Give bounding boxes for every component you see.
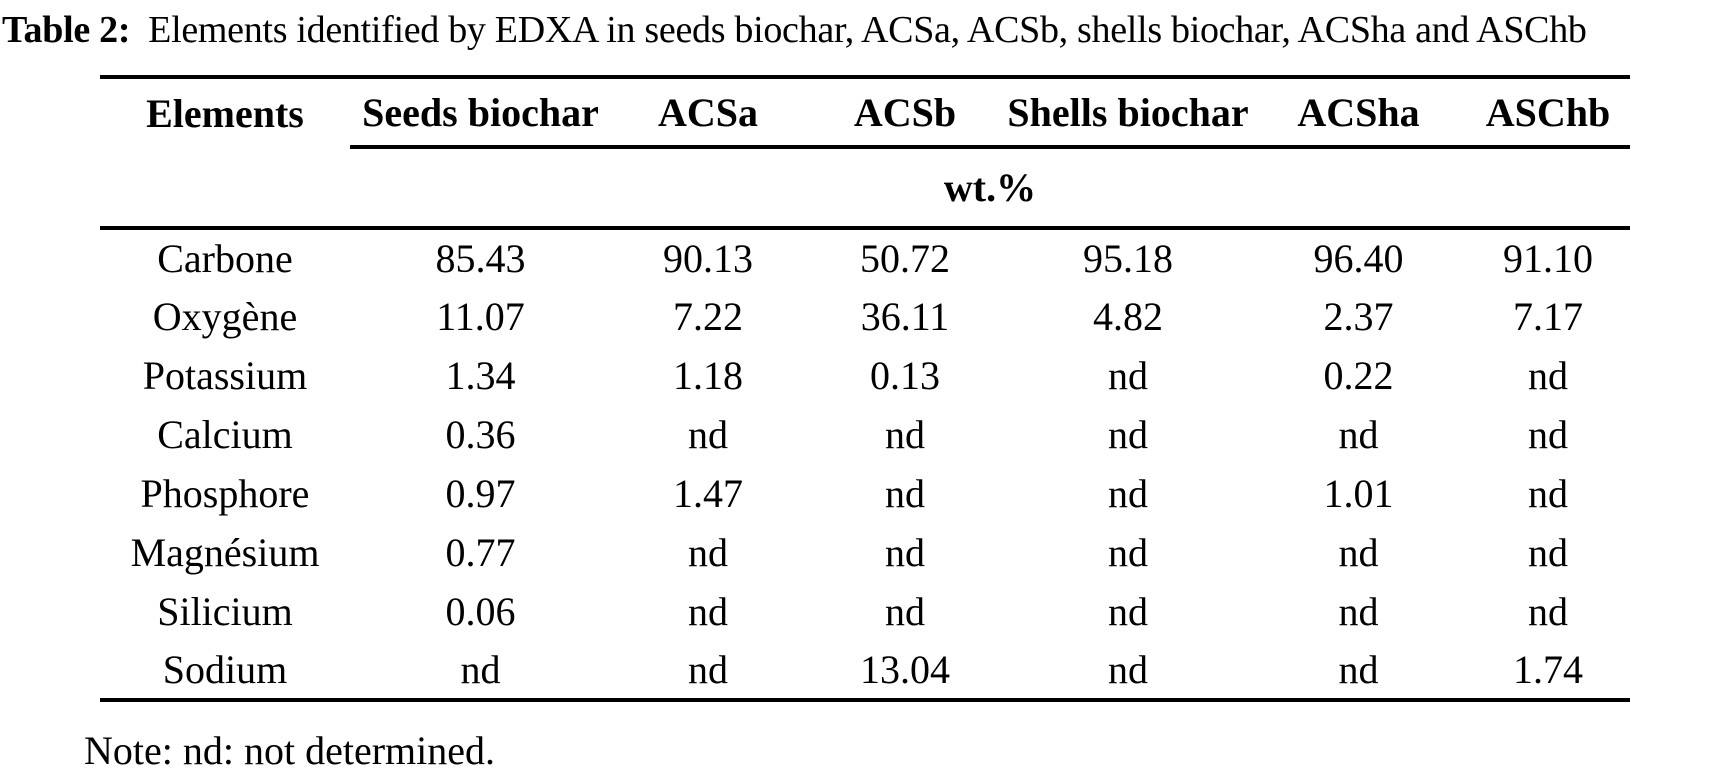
element-name-cell: Potassium bbox=[142, 353, 308, 398]
value-cell: 91.10 bbox=[1503, 236, 1593, 281]
value-cell: 85.43 bbox=[435, 236, 526, 281]
value-cell: nd bbox=[1528, 589, 1568, 634]
element-name-cell: Silicium bbox=[157, 589, 293, 634]
table-row bbox=[100, 523, 1630, 582]
table-row bbox=[100, 582, 1630, 641]
value-cell: 7.17 bbox=[1513, 294, 1583, 339]
value-cell: 2.37 bbox=[1323, 294, 1394, 339]
table-caption bbox=[2, 6, 1724, 54]
table-row bbox=[100, 464, 1630, 523]
value-cell: 96.40 bbox=[1313, 236, 1404, 281]
value-cell: 7.22 bbox=[673, 294, 743, 339]
paper-table-figure bbox=[0, 6, 1724, 774]
value-cell: nd bbox=[885, 471, 925, 516]
value-cell: 50.72 bbox=[860, 236, 950, 281]
value-cell: nd bbox=[1338, 530, 1379, 575]
unit-row-spacer bbox=[100, 147, 350, 228]
value-cell: nd bbox=[1005, 641, 1251, 700]
value-cell: nd bbox=[1528, 530, 1568, 575]
table-row bbox=[100, 641, 1630, 700]
column-header-shells-biochar: Shells biochar bbox=[1005, 77, 1251, 147]
value-cell: 11.07 bbox=[436, 294, 525, 339]
value-cell: 1.34 bbox=[445, 353, 516, 398]
table-caption-text: Elements identified by EDXA in seeds biochar, ACSa, ACSb, shells biochar, ACSha and ASChb bbox=[148, 9, 1587, 51]
value-cell: 95.18 bbox=[1083, 236, 1173, 281]
value-cell: 4.82 bbox=[1093, 294, 1163, 339]
element-name-cell: Magnésium bbox=[130, 530, 320, 575]
element-name-cell: Phosphore bbox=[140, 471, 310, 516]
value-cell: 0.36 bbox=[445, 412, 516, 457]
value-cell: nd bbox=[1528, 471, 1568, 516]
value-cell: nd bbox=[1108, 589, 1148, 634]
table-header-row bbox=[100, 77, 1630, 147]
value-cell: nd bbox=[1528, 353, 1568, 398]
value-cell: 1.47 bbox=[673, 471, 743, 516]
value-cell: 0.13 bbox=[870, 353, 940, 398]
value-cell: 1.01 bbox=[1323, 471, 1394, 516]
column-header-acsa: ACSa bbox=[611, 77, 805, 147]
value-cell: nd bbox=[885, 530, 925, 575]
value-cell: nd bbox=[688, 530, 728, 575]
value-cell: 1.74 bbox=[1466, 641, 1630, 700]
column-header-acsb: ACSb bbox=[805, 77, 1005, 147]
table-caption-label: Table 2: bbox=[2, 9, 131, 51]
column-header-acsha: ACSha bbox=[1251, 77, 1466, 147]
value-cell: nd bbox=[885, 412, 925, 457]
column-header-elements: Elements bbox=[100, 77, 350, 147]
value-cell: nd bbox=[1108, 530, 1148, 575]
value-cell: nd bbox=[1108, 471, 1148, 516]
value-cell: nd bbox=[1251, 641, 1466, 700]
value-cell: nd bbox=[688, 589, 728, 634]
table-row bbox=[100, 287, 1630, 346]
table-row bbox=[100, 228, 1630, 287]
element-name-cell: Sodium bbox=[100, 641, 350, 700]
element-name-cell: Calcium bbox=[157, 412, 293, 457]
value-cell: 36.11 bbox=[860, 294, 950, 339]
table-row bbox=[100, 346, 1630, 405]
value-cell: nd bbox=[885, 589, 925, 634]
value-cell: 0.22 bbox=[1323, 353, 1394, 398]
value-cell: nd bbox=[611, 641, 805, 700]
unit-row bbox=[100, 147, 1630, 228]
value-cell: nd bbox=[1108, 412, 1148, 457]
value-cell: 90.13 bbox=[663, 236, 753, 281]
table-row bbox=[100, 405, 1630, 464]
value-cell: 13.04 bbox=[805, 641, 1005, 700]
table-note: Note: nd: not determined. bbox=[84, 728, 496, 773]
element-name-cell: Oxygène bbox=[152, 294, 298, 339]
value-cell: nd bbox=[1338, 412, 1379, 457]
value-cell: nd bbox=[688, 412, 728, 457]
value-cell: 0.97 bbox=[445, 471, 516, 516]
value-cell: 0.06 bbox=[445, 589, 516, 634]
element-name-cell: Carbone bbox=[157, 236, 293, 281]
column-header-seeds-biochar: Seeds biochar bbox=[350, 77, 611, 147]
column-header-aschb: ASChb bbox=[1466, 77, 1630, 147]
unit-header: wt.% bbox=[350, 147, 1630, 228]
value-cell: 0.77 bbox=[445, 530, 516, 575]
value-cell: nd bbox=[1528, 412, 1568, 457]
value-cell: nd bbox=[350, 641, 611, 700]
value-cell: nd bbox=[1338, 589, 1379, 634]
edxa-elements-table bbox=[100, 75, 1630, 702]
value-cell: 1.18 bbox=[673, 353, 743, 398]
value-cell: nd bbox=[1108, 353, 1148, 398]
